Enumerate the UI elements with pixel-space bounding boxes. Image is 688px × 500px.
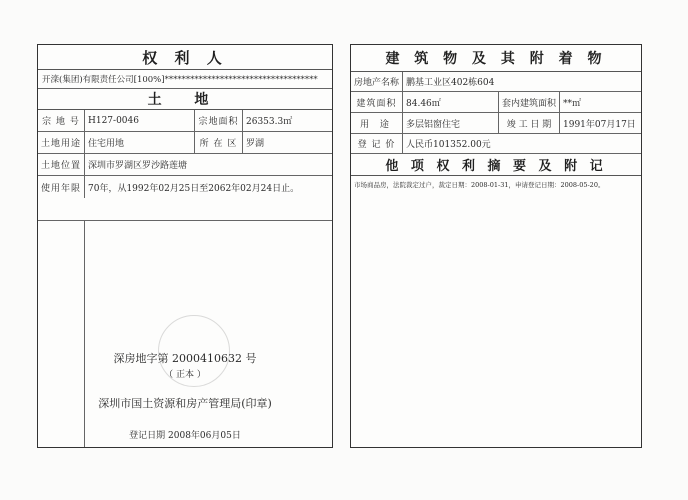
- building-use-value: 多层铝窗住宅: [403, 113, 499, 133]
- completion-date-value: 1991年07月17日: [563, 119, 636, 130]
- location-label: 土地位置: [38, 154, 85, 175]
- floor-area-value: 84.46㎡: [403, 92, 499, 112]
- completion-date-label: 竣 工 日 期: [499, 113, 560, 133]
- owner-land-panel: [37, 44, 333, 448]
- term-bottom-rule: [38, 220, 332, 221]
- inner-area-label: 套内建筑面积: [499, 92, 560, 112]
- land-use-label: 土地用途: [38, 132, 85, 153]
- building-use-label: 用 途: [351, 113, 403, 133]
- term-value: 70年，从1992年02月25日至2062年02月24日止。: [88, 183, 300, 194]
- property-name-label: 房地产名称: [351, 72, 403, 91]
- remarks-note: 市场商品房，法院裁定过户，裁定日期：2008-01-31，申请登记日期：2008-05-20。: [354, 181, 605, 189]
- property-name-row: [351, 72, 641, 92]
- registration-date: 登记日期 2008年06月05日: [129, 431, 241, 441]
- location-value: 深圳市罗湖区罗沙路莲塘: [88, 161, 188, 171]
- registered-price-value: 人民币101352.00元: [406, 140, 491, 150]
- price-row: [351, 134, 641, 154]
- floor-area-label: 建筑面积: [351, 92, 403, 112]
- owner-row: [38, 70, 332, 89]
- district-value: 罗湖: [246, 139, 265, 149]
- owner-value: 开滦(集团)有限责任公司[100%]************************************: [42, 75, 318, 85]
- land-section-title: 土 地: [38, 89, 332, 110]
- land-row-parcel: [38, 110, 332, 132]
- inner-area-value: **㎡: [563, 98, 582, 109]
- other-rights-title: 他 项 权 利 摘 要 及 附 记: [351, 154, 641, 176]
- parcel-area-value: 26353.3㎡: [246, 117, 293, 127]
- district-label: 所 在 区: [195, 132, 243, 153]
- land-row-use: [38, 132, 332, 154]
- owner-section-title: 权 利 人: [38, 45, 332, 70]
- land-use-value: 住宅用地: [85, 132, 195, 153]
- property-name-value: 鹏基工业区402栋604: [406, 78, 495, 88]
- building-section-title: 建 筑 物 及 其 附 着 物: [351, 45, 641, 72]
- label-column-line: [38, 220, 85, 447]
- parcel-area-label: 宗地面积: [195, 110, 243, 131]
- certificate-number: 深房地字第 2000410632 号: [113, 352, 257, 365]
- land-row-location: [38, 154, 332, 176]
- term-label: 使用年限: [38, 176, 85, 198]
- parcel-no-label: 宗 地 号: [38, 110, 85, 131]
- area-row: [351, 92, 641, 113]
- original-copy-mark: （ 正本 ）: [164, 370, 206, 380]
- land-row-term: [38, 176, 332, 198]
- use-row: [351, 113, 641, 134]
- issuing-authority: 深圳市国土资源和房产管理局(印章): [98, 397, 272, 410]
- registered-price-label: 登 记 价: [351, 134, 403, 153]
- parcel-no-value: H127-0046: [85, 110, 195, 131]
- building-panel: [350, 44, 642, 448]
